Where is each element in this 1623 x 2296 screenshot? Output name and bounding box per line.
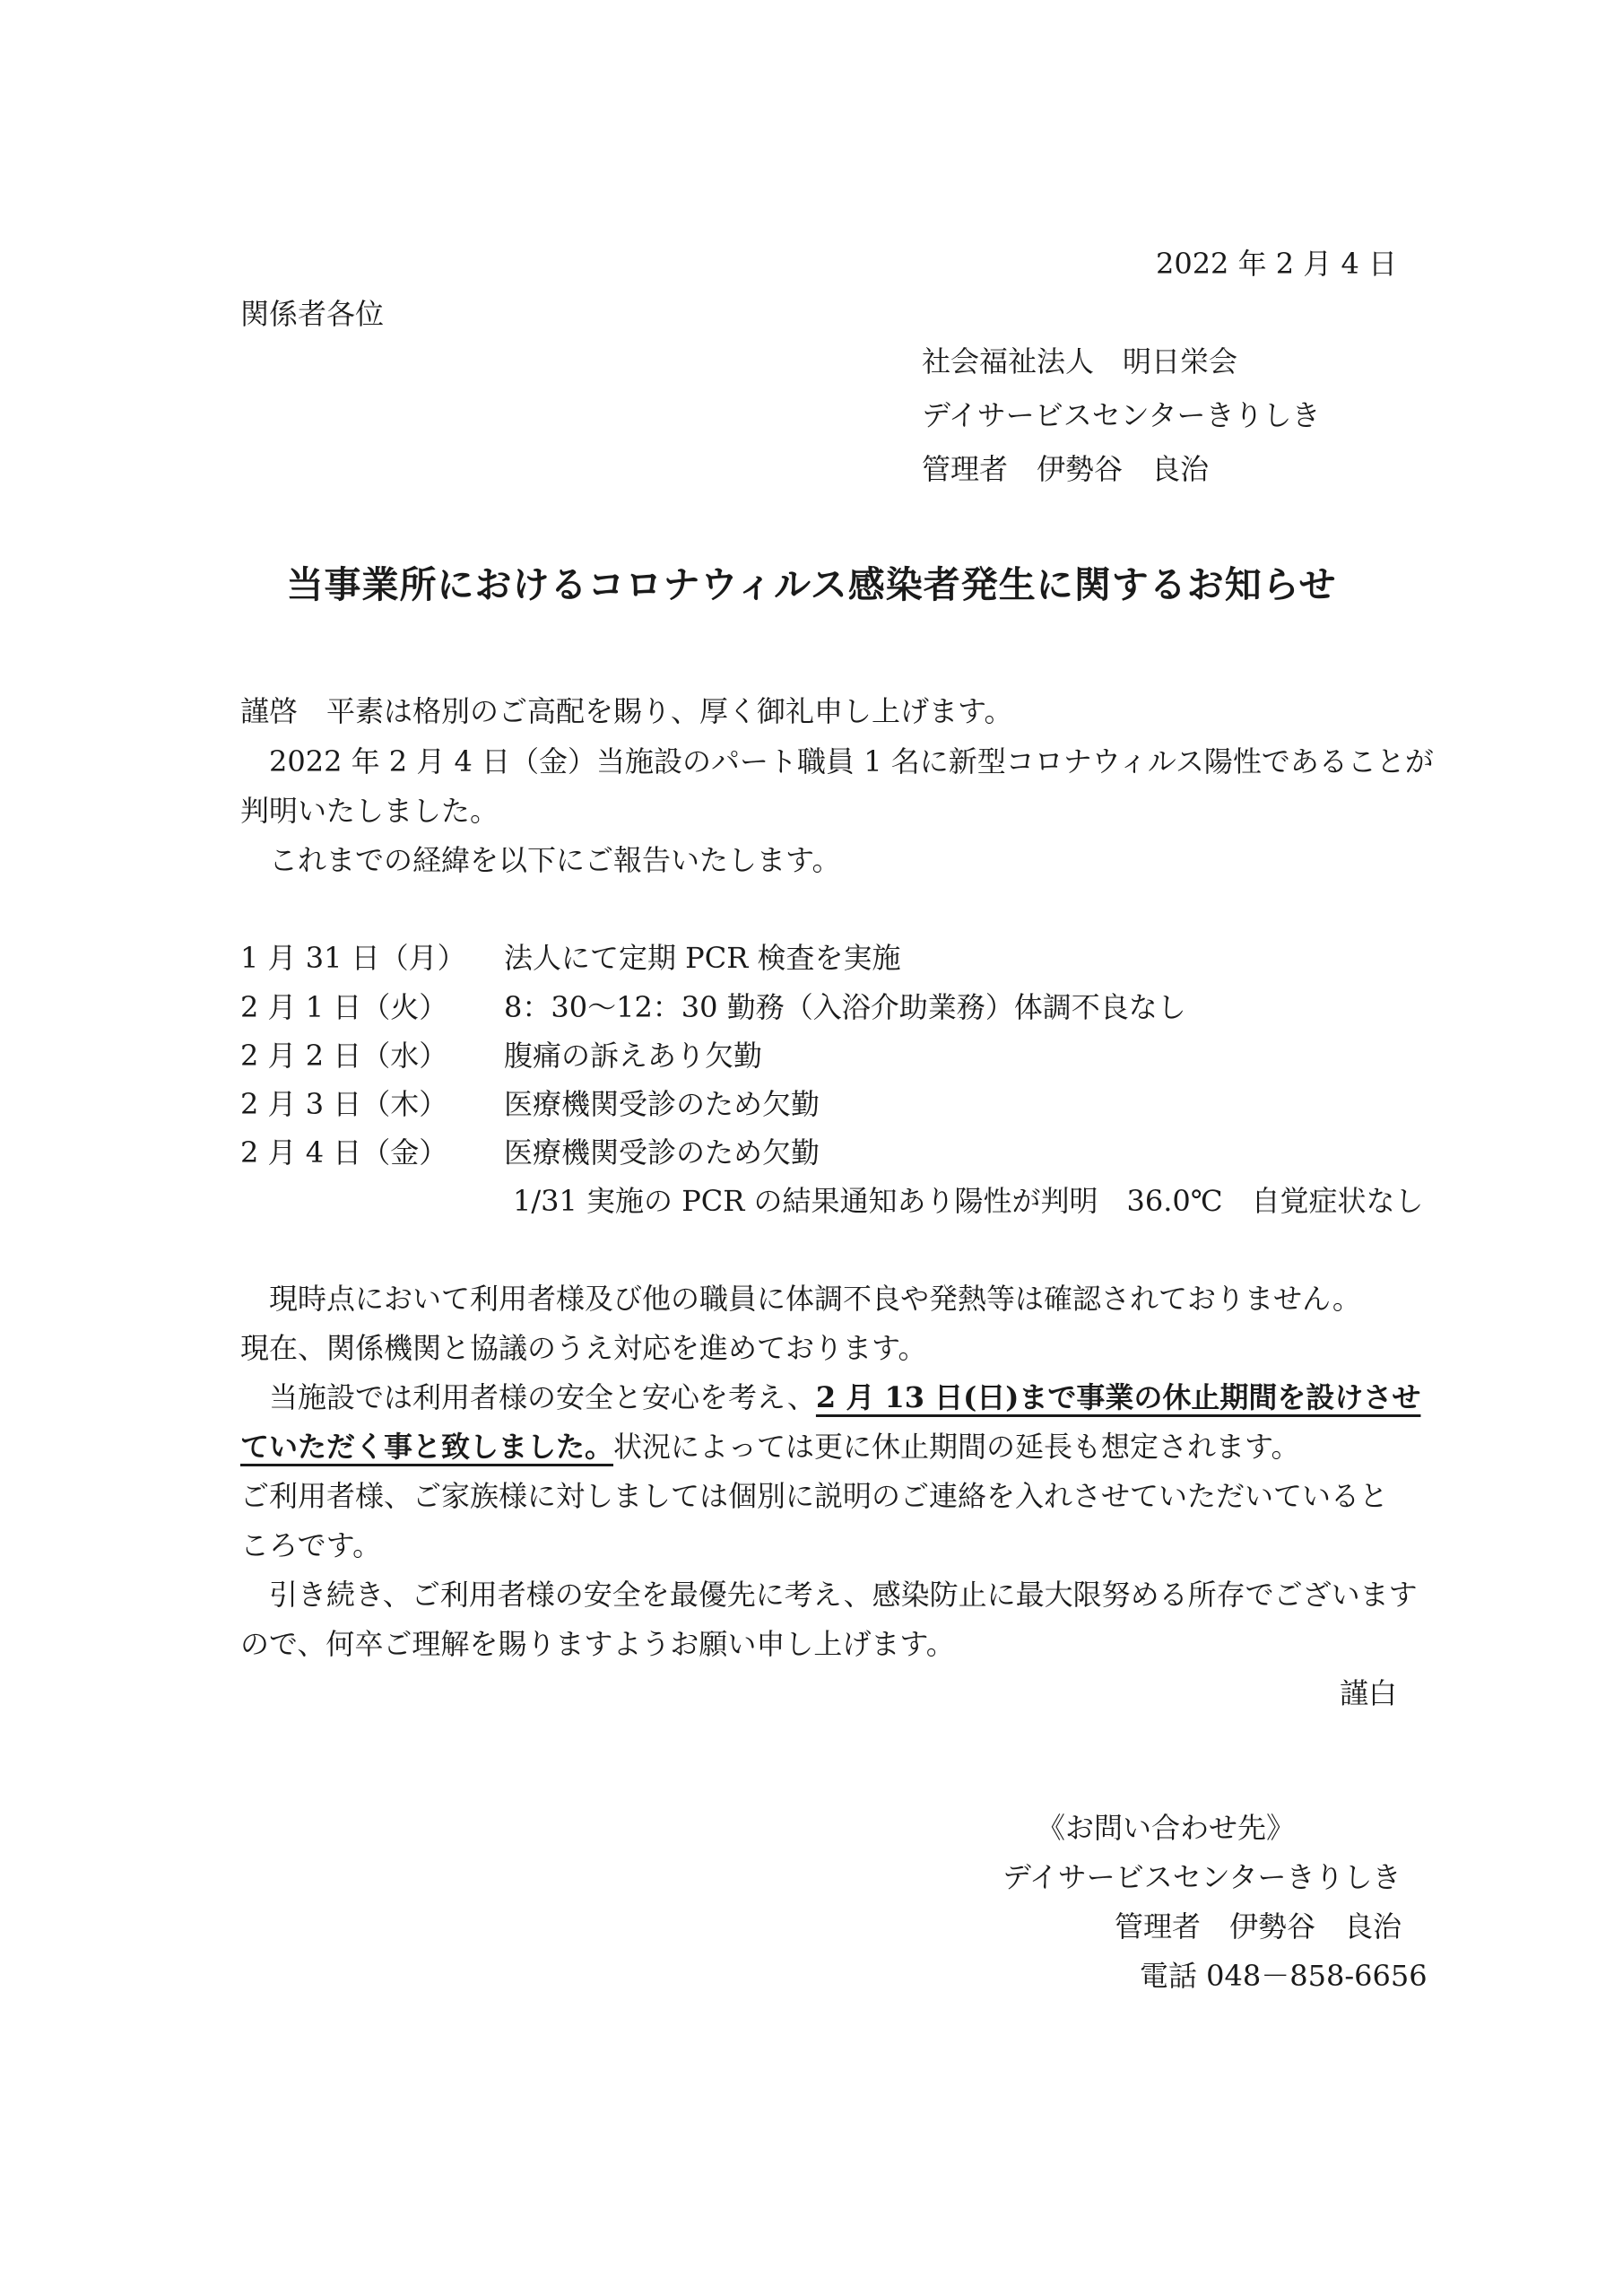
sender-center: デイサービスセンターきりしき [922,398,1321,432]
closing-line-2: ので、何卒ご理解を賜りますようお願い申し上げます。 [240,1627,955,1661]
contact-center: デイサービスセンターきりしき [1002,1860,1402,1894]
recipient: 関係者各位 [240,297,385,331]
greeting: 謹啓 平素は格別のご高配を賜り、厚く御礼申し上げます。 [240,694,1013,728]
closure-emphasis-1: 2 月 13 日(日)まで事業の休止期間を設けさせ [815,1380,1421,1414]
report-intro: これまでの経緯を以下にご報告いたします。 [269,843,841,877]
closure-prefix: 当施設では利用者様の安全と安心を考え、 [269,1380,816,1414]
timeline-date-0: 1 月 31 日（月） [240,941,466,975]
timeline-event-3: 医療機関受診のため欠勤 [504,1087,820,1121]
timeline-date-1: 2 月 1 日（火） [240,990,448,1024]
announcement-line-1: 2022 年 2 月 4 日（金）当施設のパート職員 1 名に新型コロナウィルス陽性であることが [269,744,1434,778]
timeline-event-2: 腹痛の訴えあり欠勤 [504,1039,763,1073]
sender-org: 社会福祉法人 明日栄会 [922,344,1238,378]
status-line-2: 現在、関係機関と協議のうえ対応を進めております。 [240,1331,927,1365]
contact-note-line-1: ご利用者様、ご家族様に対しましては個別に説明のご連絡を入れさせていただいていると [240,1479,1389,1513]
closure-suffix: 状況によっては更に休止期間の延長も想定されます。 [613,1430,1300,1464]
announcement-line-2: 判明いたしました。 [240,794,499,828]
timeline-detail: 1/31 実施の PCR の結果通知あり陽性が判明 36.0℃ 自覚症状なし [513,1184,1424,1218]
sender-manager: 管理者 伊勢谷 良治 [922,452,1210,486]
timeline-date-3: 2 月 3 日（木） [240,1087,448,1121]
contact-manager: 管理者 伊勢谷 良治 [1115,1909,1402,1944]
closure-emphasis-2: ていただく事と致しました。 [240,1430,614,1464]
closure-line-1 [269,1380,1421,1414]
document-title: 当事業所におけるコロナウィルス感染者発生に関するお知らせ [286,563,1337,606]
contact-note-line-2: ころです。 [240,1528,382,1562]
closing-word: 謹白 [1339,1676,1397,1710]
timeline-event-0: 法人にて定期 PCR 検査を実施 [504,941,901,975]
timeline-date-2: 2 月 2 日（水） [240,1039,448,1073]
timeline-date-4: 2 月 4 日（金） [240,1135,448,1170]
date: 2022 年 2 月 4 日 [1155,247,1397,281]
timeline-event-4: 医療機関受診のため欠勤 [504,1135,820,1170]
closure-line-2 [240,1430,1300,1464]
closing-line-1: 引き続き、ご利用者様の安全を最優先に考え、感染防止に最大限努める所存でございます [269,1578,1418,1612]
status-line-1: 現時点において利用者様及び他の職員に体調不良や発熱等は確認されておりません。 [269,1282,1361,1316]
contact-phone: 電話 048－858-6656 [1140,1959,1428,1993]
timeline-event-1: 8：30～12：30 勤務（入浴介助業務）体調不良なし [504,990,1186,1024]
contact-heading: 《お問い合わせ先》 [1037,1811,1296,1845]
